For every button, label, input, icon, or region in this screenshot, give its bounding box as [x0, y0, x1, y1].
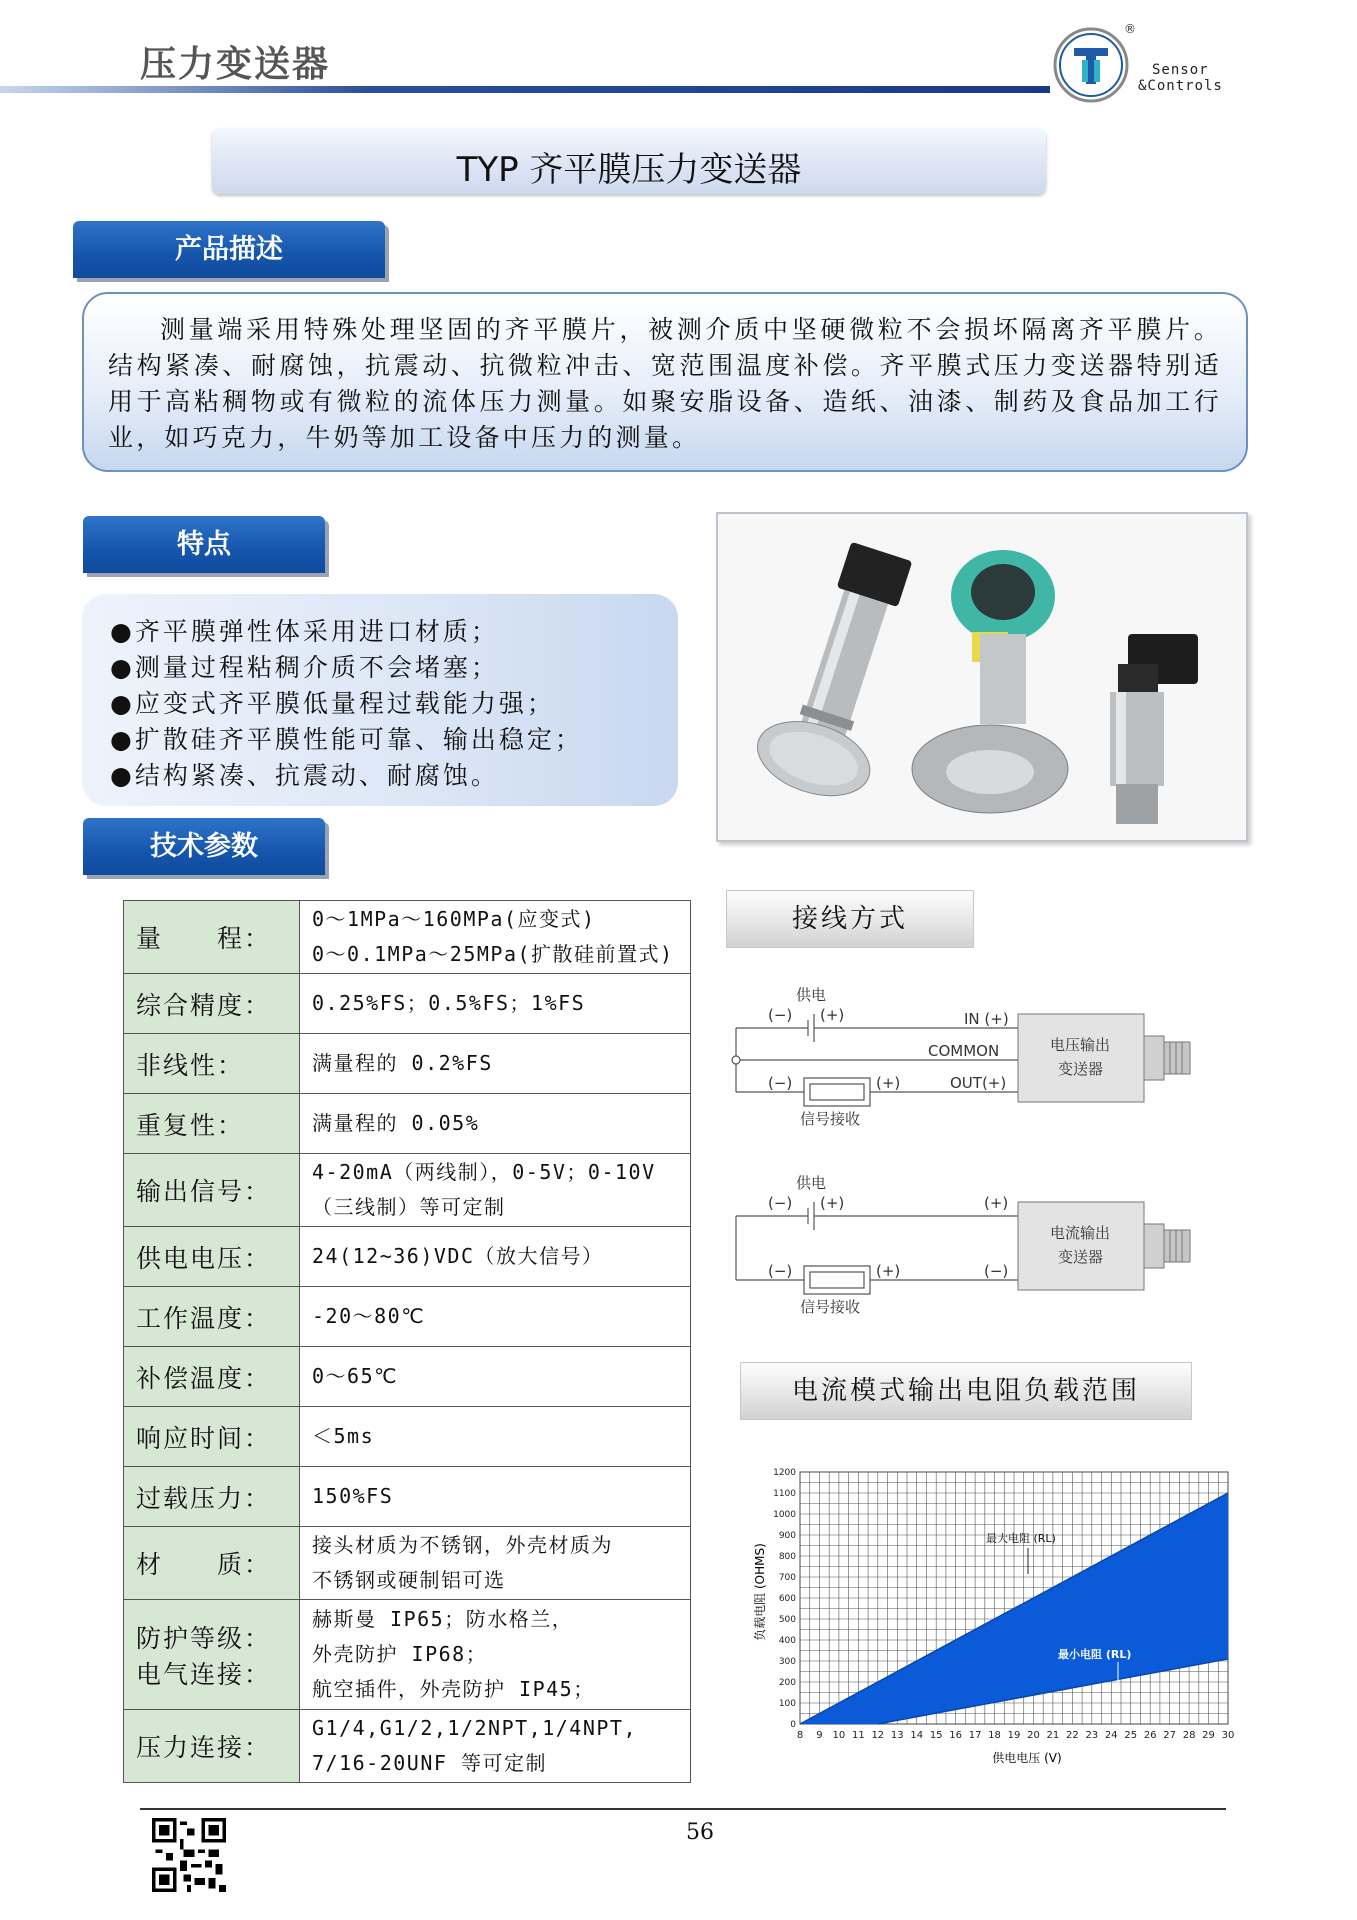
box-label-transmitter: 变送器 [1058, 1248, 1104, 1266]
x-tick-label: 22 [1065, 1730, 1079, 1741]
product-title: TYP 齐平膜压力变送器 [456, 150, 802, 190]
x-tick-label: 14 [910, 1730, 924, 1741]
table-row [124, 1467, 691, 1527]
y-tick-label: 0 [790, 1720, 796, 1730]
label-receiver: 信号接收 [800, 1110, 861, 1128]
spec-value: 0.25%FS；0.5%FS；1%FS [300, 974, 691, 1034]
x-tick-label: 12 [871, 1730, 885, 1741]
label-pos: (+) [876, 1262, 901, 1280]
label-power: 供电 [796, 986, 827, 1004]
chart-ylabel: 负载电阻 (OHMS) [753, 1543, 767, 1641]
spec-key [124, 1600, 300, 1710]
y-tick-label: 300 [778, 1657, 796, 1667]
x-tick-label: 8 [796, 1730, 804, 1741]
spec-key: 压力连接： [124, 1710, 300, 1783]
x-tick-label: 16 [949, 1730, 963, 1741]
x-tick-label: 25 [1124, 1730, 1138, 1741]
logo-text-controls: &Controls [1138, 78, 1223, 94]
load-resistance-chart [752, 1462, 1244, 1774]
spec-key: 供电电压： [124, 1227, 300, 1287]
label-pos: (+) [984, 1194, 1009, 1212]
x-tick-label: 27 [1163, 1730, 1177, 1741]
spec-key: 非线性： [124, 1034, 300, 1094]
feature-item: ●应变式齐平膜低量程过载能力强； [110, 689, 555, 718]
wiring-title: 接线方式 [726, 890, 974, 948]
spec-key: 量 程： [124, 901, 300, 974]
spec-value [300, 1527, 691, 1600]
spec-key: 补偿温度： [124, 1347, 300, 1407]
x-tick-label: 17 [968, 1730, 982, 1741]
spec-value-line: 外壳防护 IP68； [312, 1642, 488, 1666]
spec-value-line: 0～0.1MPa～25MPa(扩散硅前置式) [312, 942, 674, 966]
label-neg: (−) [768, 1262, 793, 1280]
y-tick-label: 900 [778, 1531, 796, 1541]
x-tick-label: 11 [851, 1730, 865, 1741]
table-row [124, 1710, 691, 1783]
x-tick-label: 13 [890, 1730, 904, 1741]
spec-value: 0～65℃ [300, 1347, 691, 1407]
x-tick-label: 18 [988, 1730, 1001, 1741]
spec-key: 重复性： [124, 1094, 300, 1154]
spec-key: 综合精度： [124, 974, 300, 1034]
box-label-voltage: 电压输出 [1050, 1036, 1111, 1054]
label-neg: (−) [768, 1074, 793, 1092]
section-tab-features: 特点 [83, 516, 325, 573]
feature-item: ●结构紧凑、抗震动、耐腐蚀。 [110, 761, 499, 790]
spec-key: 输出信号： [124, 1154, 300, 1227]
footer-rule [140, 1808, 1226, 1810]
annotation-min-resistance: 最小电阻 (RL) [1058, 1648, 1132, 1661]
feature-item: ●测量过程粘稠介质不会堵塞； [110, 653, 499, 682]
header-title: 压力变送器 [140, 44, 331, 85]
label-neg: (−) [768, 1006, 793, 1024]
spec-key-line: 防护等级： [136, 1623, 272, 1653]
x-tick-label: 29 [1202, 1730, 1215, 1741]
box-label-current: 电流输出 [1050, 1224, 1111, 1242]
y-tick-label: 200 [778, 1678, 796, 1688]
table-row [124, 1527, 691, 1600]
y-tick-label: 1200 [773, 1468, 796, 1478]
y-tick-label: 400 [778, 1636, 796, 1646]
product-photo [716, 512, 1248, 842]
label-out: OUT(+) [950, 1074, 1007, 1092]
x-tick-label: 15 [929, 1730, 943, 1741]
spec-key: 工作温度： [124, 1287, 300, 1347]
y-tick-label: 500 [778, 1615, 796, 1625]
table-row [124, 1034, 691, 1094]
table-row [124, 1154, 691, 1227]
spec-value: 满量程的 0.2%FS [300, 1034, 691, 1094]
x-tick-label: 28 [1182, 1730, 1196, 1741]
table-row [124, 1347, 691, 1407]
feature-item: ●扩散硅齐平膜性能可靠、输出稳定； [110, 725, 583, 754]
chart-title: 电流模式输出电阻负载范围 [740, 1362, 1192, 1420]
y-tick-label: 1000 [773, 1510, 796, 1520]
table-row [124, 974, 691, 1034]
x-tick-label: 19 [1007, 1730, 1021, 1741]
label-in: IN (+) [964, 1010, 1009, 1028]
spec-value [300, 901, 691, 974]
box-label-transmitter: 变送器 [1058, 1060, 1104, 1078]
label-pos: (+) [820, 1006, 845, 1024]
table-row [124, 1287, 691, 1347]
x-tick-label: 21 [1046, 1730, 1060, 1741]
chart-xlabel: 供电电压 (V) [992, 1751, 1062, 1765]
logo-text-sensor: Sensor [1152, 62, 1209, 78]
label-neg: (−) [768, 1194, 793, 1212]
y-tick-label: 100 [778, 1699, 796, 1709]
section-tab-tech: 技术参数 [83, 818, 325, 875]
spec-value-line: 不锈钢或硬制铝可选 [312, 1568, 506, 1592]
y-tick-label: 700 [778, 1573, 796, 1583]
description-text: 测量端采用特殊处理坚固的齐平膜片，被测介质中坚硬微粒不会损坏隔离齐平膜片。结构紧凑、耐腐蚀，抗震动、抗微粒冲击、宽范围温度补偿。齐平膜式压力变送器特别适用于高粘稠物或有微粒的流体压力测量。如聚安脂设备、造纸、油漆、制药及食品加工行业，如巧克力，牛奶等加工设备中压力的测量。 [108, 315, 1222, 452]
registered-mark: ® [1124, 22, 1136, 36]
table-row [124, 1227, 691, 1287]
spec-value-line: 赫斯曼 IP65；防水格兰， [312, 1607, 574, 1631]
label-pos: (+) [820, 1194, 845, 1212]
wiring-diagram-current [728, 1168, 1208, 1328]
spec-value: 满量程的 0.05% [300, 1094, 691, 1154]
x-tick-label: 26 [1143, 1730, 1157, 1741]
spec-table [123, 900, 691, 1783]
spec-value: -20～80℃ [300, 1287, 691, 1347]
spec-value [300, 1600, 691, 1710]
section-tab-description: 产品描述 [73, 221, 385, 278]
x-tick-label: 23 [1085, 1730, 1099, 1741]
spec-key: 材 质： [124, 1527, 300, 1600]
label-neg: (−) [984, 1262, 1009, 1280]
label-receiver: 信号接收 [800, 1298, 861, 1316]
table-row [124, 1600, 691, 1710]
spec-value-line: 接头材质为不锈钢，外壳材质为 [312, 1533, 613, 1557]
spec-value: 150%FS [300, 1467, 691, 1527]
y-tick-label: 600 [778, 1594, 796, 1604]
spec-key: 响应时间： [124, 1407, 300, 1467]
label-pos: (+) [876, 1074, 901, 1092]
spec-key-line: 电气连接： [136, 1659, 272, 1689]
company-logo [1052, 26, 1130, 104]
label-common: COMMON [928, 1042, 1000, 1060]
table-row [124, 1407, 691, 1467]
feature-item: ●齐平膜弹性体采用进口材质； [110, 617, 499, 646]
x-tick-label: 10 [832, 1730, 846, 1741]
qr-code [152, 1818, 226, 1892]
spec-value-line: 4-20mA（两线制），0-5V；0-10V [312, 1160, 656, 1184]
annotation-max-resistance: 最大电阻 (RL) [986, 1532, 1056, 1545]
spec-value: ＜5ms [300, 1407, 691, 1467]
spec-value [300, 1710, 691, 1783]
header-bar [0, 86, 1050, 93]
spec-value-line: G1/4,G1/2,1/2NPT,1/4NPT, [312, 1716, 637, 1740]
x-tick-label: 30 [1221, 1730, 1235, 1741]
spec-value [300, 1154, 691, 1227]
table-row [124, 1094, 691, 1154]
spec-value: 24(12~36)VDC（放大信号） [300, 1227, 691, 1287]
x-tick-label: 20 [1027, 1730, 1040, 1741]
y-tick-label: 1100 [773, 1489, 796, 1499]
page-number: 56 [686, 1820, 714, 1845]
table-row [124, 901, 691, 974]
label-power: 供电 [796, 1174, 827, 1192]
wiring-diagram-voltage [728, 980, 1208, 1140]
spec-value-line: 航空插件，外壳防护 IP45； [312, 1677, 595, 1701]
x-tick-label: 24 [1104, 1730, 1118, 1741]
spec-value-line: 0～1MPa～160MPa(应变式) [312, 907, 596, 931]
spec-key: 过载压力： [124, 1467, 300, 1527]
spec-value-line: 7/16-20UNF 等可定制 [312, 1751, 547, 1775]
y-tick-label: 800 [778, 1552, 796, 1562]
x-tick-label: 9 [816, 1730, 823, 1741]
spec-value-line: （三线制）等可定制 [312, 1195, 506, 1219]
